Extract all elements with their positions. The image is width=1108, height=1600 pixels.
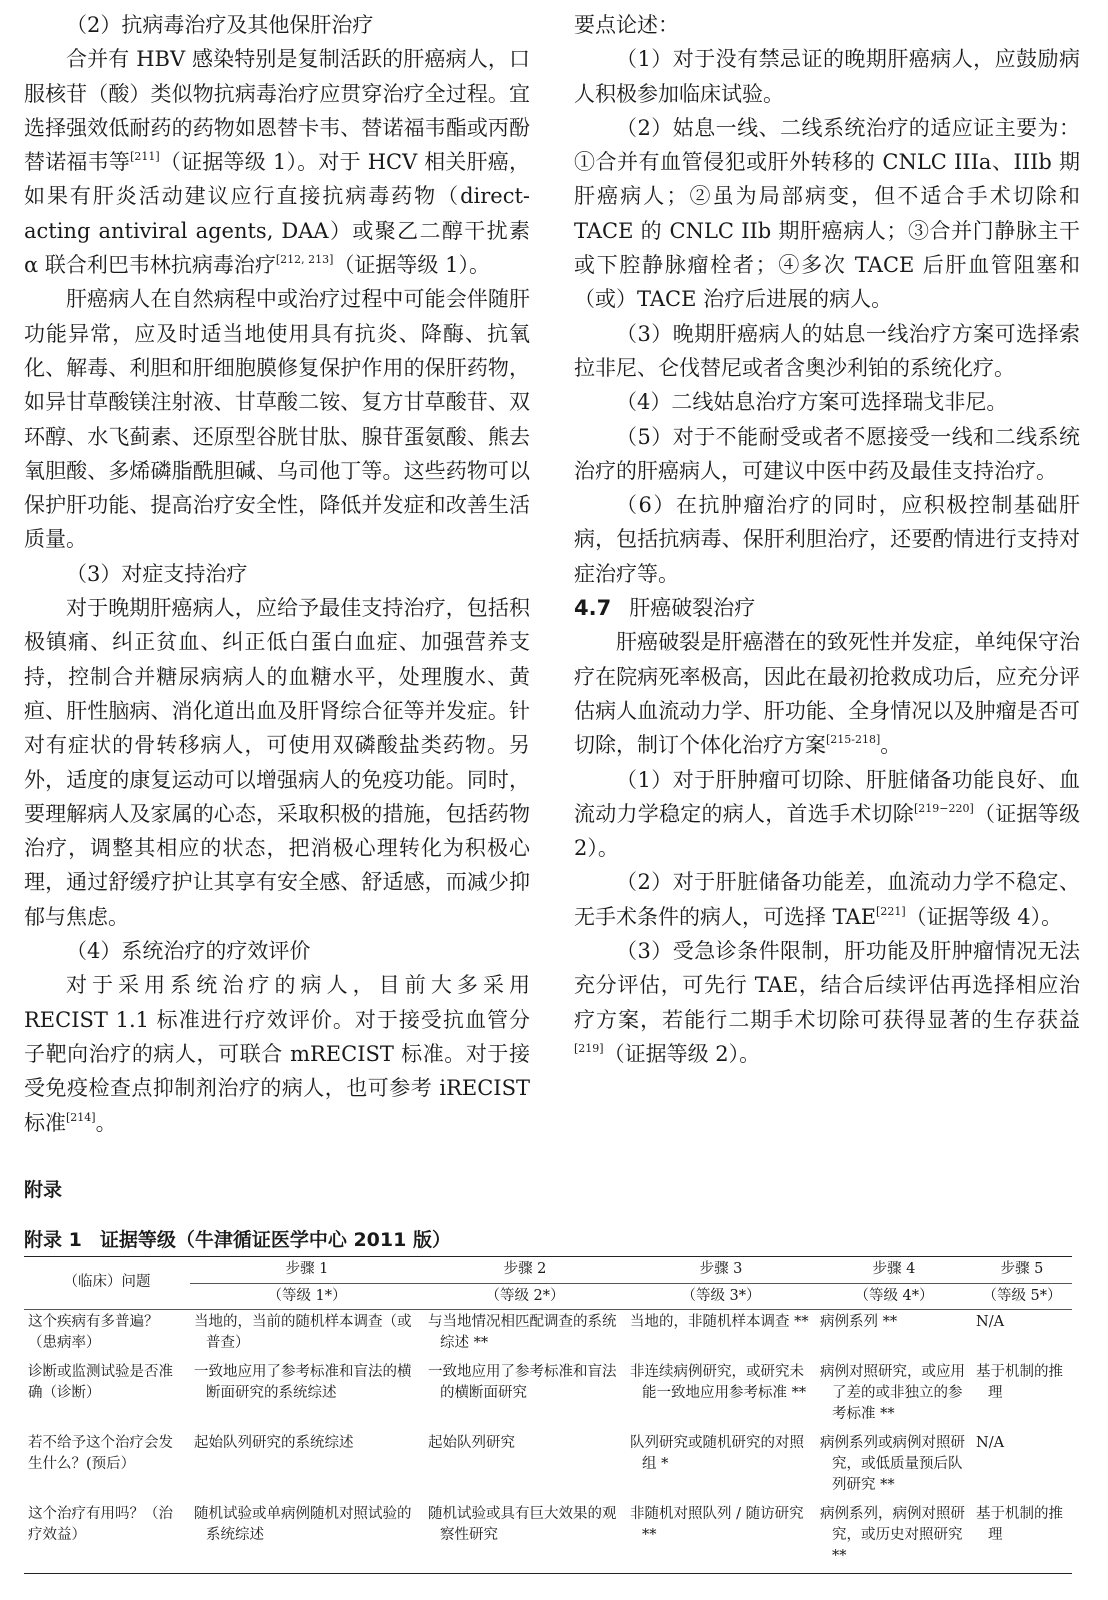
evaluation-paragraph	[24, 968, 530, 1139]
left-column	[24, 8, 530, 1140]
rupture-text-end: 。	[880, 733, 902, 758]
table-cell: 一致地应用了参考标准和盲法的横断面研究的系统综述	[194, 1364, 412, 1401]
antiviral-text-a: 合并有 HBV 感染特别是复制活跃的肝癌病人，口服核苷（酸）类似物抗病毒治疗应贯穿治疗全过程。宜选择强效低耐药的药物如恩替卡韦、替诺福韦酯或丙酚替诺福韦等	[24, 47, 530, 175]
level-5-header: （等级 5*）	[972, 1284, 1072, 1310]
table-cell: 随机试验或单病例随机对照试验的系统综述	[194, 1506, 412, 1543]
level-2-header: （等级 2*）	[424, 1284, 626, 1310]
rupture-point-1	[574, 763, 1080, 866]
reference-215-218: [215-218]	[826, 733, 881, 747]
antiviral-paragraph	[24, 42, 530, 282]
reference-211: [211]	[130, 150, 160, 164]
key-point-2: （2）姑息一线、二线系统治疗的适应证主要为：①合并有血管侵犯或肝外转移的 CNLC IIIa、IIIb 期肝癌病人；②虽为局部病变，但不适合手术切除和 TACE 的 CNLC IIb 期肝癌病人；③合并门静脉主干或下腔静脉瘤栓者；④多次 TACE 后肝血管阻塞和（或）TACE 治疗后进展的病人。	[574, 115, 1080, 312]
key-point-6: （6）在抗肿瘤治疗的同时，应积极控制基础肝病，包括抗病毒、保肝利胆治疗，还要酌情进行支持对症治疗等。	[574, 493, 1080, 586]
rupture-point-1-grade: （证据等级 2）。	[574, 801, 1081, 861]
table-row	[24, 1431, 1072, 1502]
question-cell: 若不给予这个治疗会发生什么？(预后）	[28, 1435, 173, 1472]
rupture-point-3-text: （3）受急诊条件限制，肝功能及肝肿瘤情况无法充分评估，可先行 TAE，结合后续评估再选择相应治疗方案，若能行二期手术切除可获得显著的生存获益	[574, 939, 1080, 1032]
table-title	[24, 1225, 451, 1252]
table-cell: 当地的，当前的随机样本调查（或普查）	[194, 1314, 412, 1351]
rupture-point-3	[574, 934, 1080, 1071]
reference-214: [214]	[66, 1110, 96, 1124]
reference-221: [221]	[876, 904, 906, 918]
evidence-level-table	[24, 1256, 1072, 1574]
key-point-4: （4）二线姑息治疗方案可选择瑞戈非尼。	[616, 390, 1008, 415]
rupture-point-3-grade: （证据等级 2）。	[603, 1041, 761, 1066]
table-cell: 起始队列研究的系统综述	[194, 1435, 354, 1451]
right-column	[574, 8, 1080, 1071]
rupture-point-2-grade: （证据等级 4）。	[905, 904, 1063, 929]
table-cell: 病例对照研究，或应用了差的或非独立的参考标准 **	[820, 1364, 965, 1422]
evaluation-text-end: 。	[95, 1110, 117, 1135]
antiviral-heading: （2）抗病毒治疗及其他保肝治疗	[66, 13, 374, 37]
table-row	[24, 1502, 1072, 1574]
table-cell: N/A	[976, 1435, 1005, 1451]
section-number: 4.7	[574, 596, 612, 621]
table-cell: 起始队列研究	[428, 1435, 515, 1451]
support-paragraph: 对于晚期肝癌病人，应给予最佳支持治疗，包括积极镇痛、纠正贫血、纠正低白蛋白血症、加强营养支持，控制合并糖尿病病人的血糖水平，处理腹水、黄疸、肝性脑病、消化道出血及肝肾综合征等并发症。针对有症状的骨转移病人，可使用双磷酸盐类药物。另外，适度的康复运动可以增强病人的免疫功能。同时，要理解病人及家属的心态，采取积极的措施，包括药物治疗，调整其相应的状态，把消极心理转化为积极心理，通过舒缓疗护让其享有安全感、舒适感，而减少抑郁与焦虑。	[24, 596, 530, 929]
key-point-1: （1）对于没有禁忌证的晚期肝癌病人，应鼓励病人积极参加临床试验。	[574, 47, 1080, 106]
table-cell: 与当地情况相匹配调查的系统综述 **	[428, 1314, 617, 1351]
rupture-point-2-text: （2）对于肝脏储备功能差，血流动力学不稳定、无手术条件的病人，可选择 TAE	[574, 870, 1080, 929]
rupture-text: 肝癌破裂是肝癌潜在的致死性并发症，单纯保守治疗在院病死率极高，因此在最初抢救成功后，应充分评估病人血流动力学、肝功能、全身情况以及肿瘤是否可切除，制订个体化治疗方案	[574, 630, 1080, 758]
table-cell: 非随机对照队列 / 随访研究 **	[630, 1506, 804, 1543]
appendix-heading: 附录	[24, 1179, 63, 1201]
step-2-header: 步骤 2	[424, 1257, 626, 1284]
key-points-lead: 要点论述：	[574, 13, 679, 37]
rupture-paragraph	[574, 625, 1080, 762]
table-cell: 一致地应用了参考标准和盲法的横断面研究	[428, 1364, 617, 1401]
step-3-header: 步骤 3	[626, 1257, 816, 1284]
rupture-point-1-text: （1）对于肝肿瘤可切除、肝脏储备功能良好、血流动力学稳定的病人，首选手术切除	[574, 767, 1080, 826]
evaluation-heading: （4）系统治疗的疗效评价	[66, 939, 311, 964]
table-cell: 非连续病例研究，或研究未能一致地应用参考标准 **	[630, 1364, 807, 1401]
table-cell: 基于机制的推理	[976, 1364, 1063, 1401]
table-cell: 当地的，非随机样本调查 **	[630, 1314, 809, 1330]
table-cell: 基于机制的推理	[976, 1506, 1063, 1543]
antiviral-text-c: （证据等级 1）。	[333, 253, 490, 278]
antiviral-text-b: （证据等级 1）。对于 HCV 相关肝癌，如果有肝炎活动建议应行直接抗病毒药物（direct-acting antiviral agents, DAA）或聚乙二醇干扰素 α 联合利巴韦林抗病毒治疗	[24, 150, 531, 278]
level-1-header: （等级 1*）	[190, 1284, 424, 1310]
table-cell: 病例系列或病例对照研究，或低质量预后队列研究 **	[820, 1435, 965, 1493]
support-heading: （3）对症支持治疗	[66, 561, 248, 586]
table-cell: 队列研究或随机研究的对照组 *	[630, 1435, 804, 1472]
step-5-header: 步骤 5	[972, 1257, 1072, 1284]
table-row	[24, 1310, 1072, 1361]
table-cell: N/A	[976, 1314, 1005, 1330]
table-title-number: 附录 1	[24, 1229, 82, 1251]
question-cell: 这个疾病有多普遍？（患病率）	[28, 1314, 159, 1351]
key-point-3: （3）晚期肝癌病人的姑息一线治疗方案可选择索拉非尼、仑伐替尼或者含奥沙利铂的系统化疗。	[574, 321, 1080, 380]
question-cell: 这个治疗有用吗？（治疗效益）	[28, 1506, 173, 1543]
table-cell: 病例系列，病例对照研究，或历史对照研究 **	[820, 1506, 965, 1564]
reference-219: [219]	[574, 1041, 604, 1055]
question-header: （临床）问题	[24, 1257, 190, 1310]
evaluation-text: 对于采用系统治疗的病人，目前大多采用 RECIST 1.1 标准进行疗效评价。对于接受抗血管分子靶向治疗的病人，可联合 mRECIST 标准。对于接受免疫检查点抑制剂治疗的病人，也可参考 iRECIST 标准	[24, 973, 530, 1135]
table-cell: 随机试验或具有巨大效果的观察性研究	[428, 1506, 617, 1543]
step-1-header: 步骤 1	[190, 1257, 424, 1284]
level-3-header: （等级 3*）	[626, 1284, 816, 1310]
step-4-header: 步骤 4	[816, 1257, 972, 1284]
section-title: 肝癌破裂治疗	[629, 596, 756, 621]
question-cell: 诊断或监测试验是否准确（诊断）	[28, 1364, 173, 1401]
reference-212-213: [212, 213]	[275, 253, 334, 267]
table-row	[24, 1360, 1072, 1431]
table-cell: 病例系列 **	[820, 1314, 898, 1330]
liver-protection-paragraph: 肝癌病人在自然病程中或治疗过程中可能会伴随肝功能异常，应及时适当地使用具有抗炎、降酶、抗氧化、解毒、利胆和肝细胞膜修复保护作用的保肝药物，如异甘草酸镁注射液、甘草酸二铵、复方甘草酸苷、双环醇、水飞蓟素、还原型谷胱甘肽、腺苷蛋氨酸、熊去氧胆酸、多烯磷脂酰胆碱、乌司他丁等。这些药物可以保护肝功能、提高治疗安全性，降低并发症和改善生活质量。	[24, 287, 530, 552]
section-heading	[574, 591, 1080, 625]
reference-219-220: [219−220]	[913, 801, 974, 815]
rupture-point-2	[574, 865, 1080, 934]
level-4-header: （等级 4*）	[816, 1284, 972, 1310]
key-point-5: （5）对于不能耐受或者不愿接受一线和二线系统治疗的肝癌病人，可建议中医中药及最佳支持治疗。	[574, 424, 1080, 483]
table-title-text: 证据等级（牛津循证医学中心 2011 版）	[99, 1229, 451, 1251]
